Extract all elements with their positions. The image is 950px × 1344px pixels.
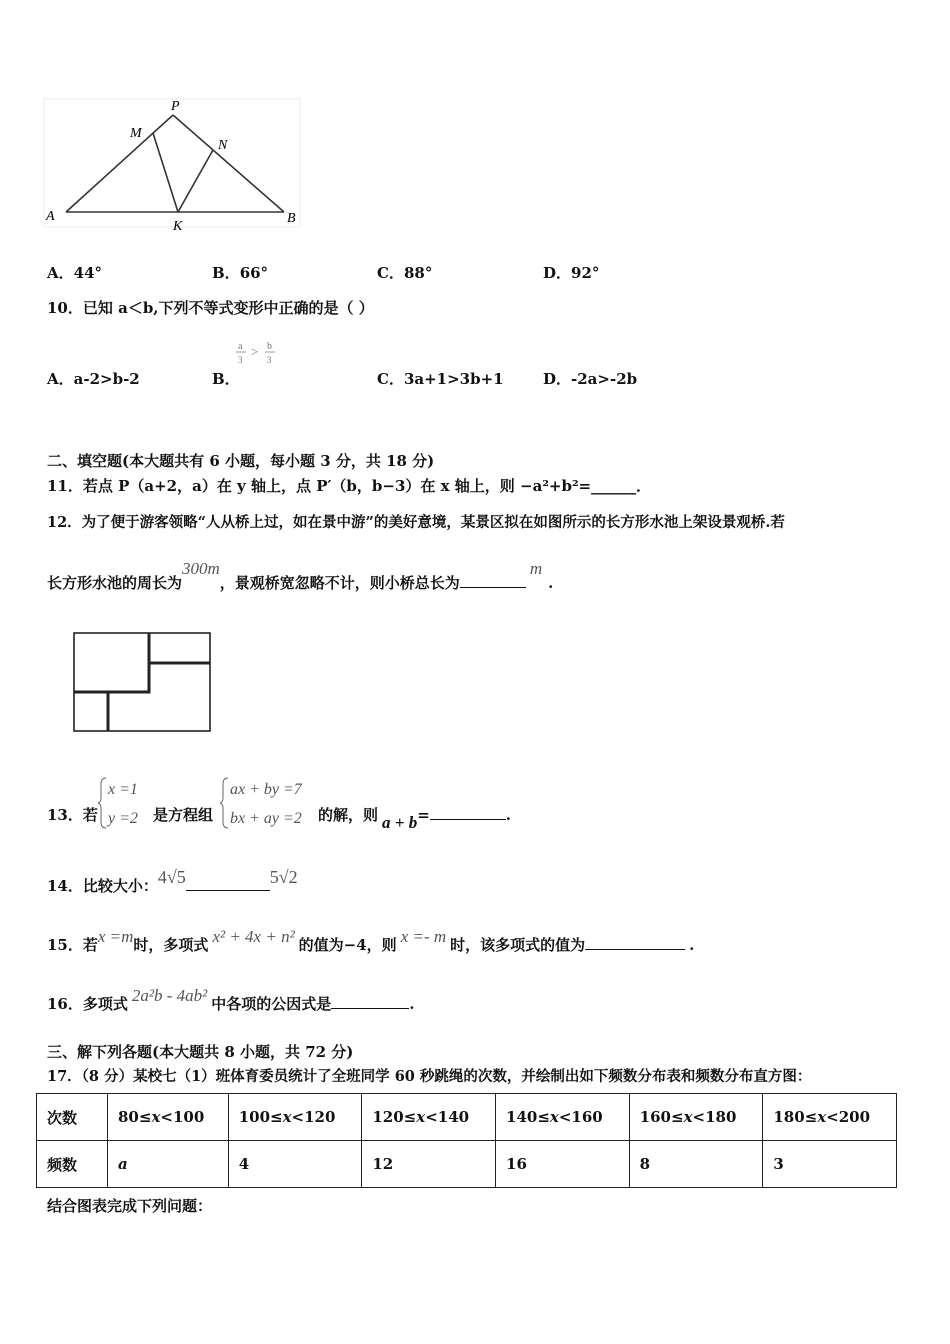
table-cell: 100≤x<120 — [228, 1094, 362, 1141]
q17-stem: 17．（8 分）某校七（1）班体育委员统计了全班同学 60 秒跳绳的次数，并绘制出如下频数分布表和频数分布直方图： — [47, 1068, 812, 1085]
q10-option-d: D．-2a>-2b — [543, 370, 638, 388]
label-k: K — [173, 219, 183, 234]
section2-title: 二、填空题(本大题共有 6 小题，每小题 3 分，共 18 分) — [47, 452, 435, 470]
q15-cond1: x =m — [97, 927, 134, 946]
table-cell: 12 — [362, 1141, 496, 1188]
svg-text:a: a — [238, 341, 243, 352]
q12-perimeter: 300m — [182, 559, 220, 578]
table-cell: 160≤x<180 — [629, 1094, 763, 1141]
q12-unit: m — [529, 559, 543, 578]
svg-text:bx + ay =2: bx + ay =2 — [230, 810, 302, 827]
table-cell: 4 — [228, 1141, 362, 1188]
segment-mk — [153, 133, 178, 212]
q9-option-d: D．92° — [543, 264, 600, 282]
q12-line2: 长方形水池的周长为300m，景观桥宽忽略不计，则小桥总长为m. — [47, 559, 554, 592]
table-cell: 140≤x<160 — [496, 1094, 630, 1141]
q16-poly: 2a²b - 4ab² — [131, 986, 208, 1005]
table-cell: 180≤x<200 — [763, 1094, 897, 1141]
q10-option-b-fraction — [234, 338, 280, 368]
section3-title: 三、解下列各题(本大题共 8 小题，共 72 分) — [47, 1043, 354, 1061]
label-m: M — [130, 126, 142, 141]
q9-option-a: A．44° — [47, 264, 103, 282]
side-ap — [66, 115, 173, 212]
q10-option-c: C．3a+1>3b+1 — [377, 370, 504, 388]
svg-text:3: 3 — [267, 355, 272, 365]
q14-right: 5√2 — [269, 867, 298, 887]
q13-expr: a + b — [382, 813, 418, 832]
table-cell: 120≤x<140 — [362, 1094, 496, 1141]
q13-system2 — [220, 774, 320, 832]
q16: 16．多项式 2a²b - 4ab² 中各项的公因式是 . — [47, 986, 415, 1013]
q9-option-b: B．66° — [212, 264, 269, 282]
table-cell: 3 — [763, 1141, 897, 1188]
q13-system1 — [98, 774, 154, 832]
label-a: A — [46, 209, 55, 224]
table-cell: a — [108, 1141, 229, 1188]
svg-text:y =2: y =2 — [108, 810, 138, 827]
table-header-cell: 频数 — [37, 1141, 108, 1188]
q17-after: 结合图表完成下列问题： — [47, 1197, 213, 1215]
svg-text:x =1: x =1 — [108, 781, 138, 798]
table-cell: 8 — [629, 1141, 763, 1188]
q15-poly: x² + 4x + n² — [212, 927, 295, 946]
table-cell: 80≤x<100 — [108, 1094, 229, 1141]
q15-cond2: x =- m — [400, 927, 447, 946]
table-row — [37, 1141, 897, 1188]
svg-text:ax + by =7: ax + by =7 — [230, 781, 302, 798]
q13-suffix: 的解，则 a + b= . — [318, 806, 512, 832]
q10-option-b: B． — [212, 370, 240, 388]
table-header-cell: 次数 — [37, 1094, 108, 1141]
q10-stem: 10．已知 a＜b,下列不等式变形中正确的是（ ） — [47, 299, 374, 317]
q14: 14．比较大小：4√5 5√2 — [47, 867, 298, 895]
q13-prefix: 13．若 — [47, 806, 98, 824]
label-b: B — [287, 211, 296, 226]
svg-text:>: > — [251, 344, 259, 359]
q13-mid: 是方程组 — [153, 806, 214, 824]
q9-option-c: C．88° — [377, 264, 433, 282]
label-n: N — [218, 138, 228, 153]
svg-text:b: b — [267, 341, 272, 352]
label-p: P — [171, 99, 180, 114]
q14-left: 4√5 — [157, 867, 186, 887]
q11-text: 11．若点 P（a+2，a）在 y 轴上，点 P′（b，b−3）在 x 轴上，则 −a²+b²=______． — [47, 477, 652, 495]
q10-option-a: A．a-2>b-2 — [47, 370, 140, 388]
table-row — [37, 1094, 897, 1141]
segment-nk — [178, 150, 213, 212]
triangle-figure — [40, 95, 305, 235]
frequency-table — [36, 1093, 897, 1188]
q12-line1: 12．为了便于游客领略“人从桥上过，如在景中游”的美好意境，某景区拟在如图所示的长方形水池上架设景观桥.若 — [47, 514, 785, 531]
side-pb — [173, 115, 284, 212]
table-cell: 16 — [496, 1141, 630, 1188]
q15: 15．若x =m时，多项式 x² + 4x + n² 的值为−4，则 x =- m 时，该多项式的值为 . — [47, 927, 695, 954]
svg-text:3: 3 — [238, 355, 243, 365]
pool-figure — [60, 626, 220, 738]
